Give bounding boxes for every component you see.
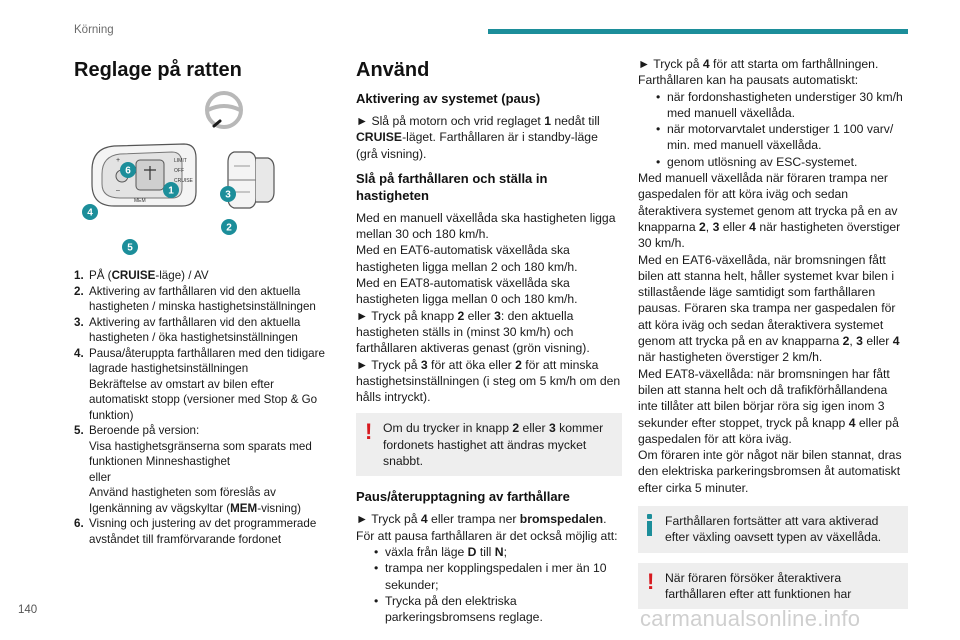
legend-item-1: 1. PÅ (CRUISE-läge) / AV	[74, 269, 209, 282]
callout-3-label: 3	[225, 189, 231, 201]
switch-label-plus: +	[116, 157, 121, 164]
header-accent-bar	[488, 29, 908, 34]
warning-exclamation-icon: !	[365, 419, 373, 445]
para-pause-options: För att pausa farthållaren är det också möjlig att:	[356, 528, 618, 543]
callout-4-label: 4	[87, 207, 93, 219]
steering-wheel-icon	[207, 93, 241, 127]
pause-options-list	[356, 544, 622, 625]
cruise-switch-body	[92, 144, 196, 206]
auto-pause-list	[638, 89, 908, 170]
info-note-stays-active: Farthållaren fortsätter att vara aktiverad efter växling oavsett typen av växellåda.	[638, 506, 908, 553]
steering-controls-illustration	[74, 88, 336, 254]
legend-item-3: 3. Aktivering av farthållaren vid den aktuella hastigheten / öka hastighetsinställningen	[74, 315, 301, 344]
para-press-2-or-3: ► Tryck på knapp 2 eller 3: den aktuella hastigheten ställs in (minst 30 km/h) och farthållaren aktiveras genast (grön visning).	[356, 308, 590, 356]
para-speed-eat8: Med en EAT8-automatisk växellåda ska hastigheten ligga mellan 0 och 180 km/h.	[356, 276, 578, 307]
list-item: • Trycka på den elektriska parkeringsbromsens reglage.	[374, 593, 622, 626]
column-usage-continued	[638, 56, 908, 617]
section-title-usage: Använd	[356, 59, 430, 81]
heading-pause-resume: Paus/återupptagning av farthållare	[356, 489, 570, 505]
list-item: • när fordonshastigheten understiger 30 km/h med manuell växellåda.	[656, 89, 908, 122]
callout-6-label: 6	[125, 165, 131, 177]
para-eat6-gearbox: Med en EAT6-växellåda, när bromsningen fått bilen att stanna helt, håller systemet kvar bilen i stillastående läge samtidigt som farthållaren pausas. Föraren ska trampa ner gaspedalen för att köra iväg och sedan återaktivera systemet genom att trycka på en av knapparna 2, 3 eller 4 när hastigheten överstiger 2 km/h.	[638, 252, 900, 365]
legend-item-4: 4. Pausa/återuppta farthållaren med den tidigare lagrade hastighetsinställningen Bekräftelse av omstart av bilen efter automatiskt stopp (versioner med Stop & Go funktion)	[74, 346, 325, 422]
list-item: • när motorvarvtalet understiger 1 100 varv/ min. med manuell växellåda.	[656, 121, 908, 154]
callout-1-label: 1	[168, 185, 174, 197]
column-usage	[356, 56, 622, 625]
heading-activation-pause: Aktivering av systemet (paus)	[356, 91, 541, 106]
side-rocker-control	[228, 152, 274, 208]
warning-note-reactivate: ! När föraren försöker återaktivera farthållaren efter att funktionen har	[638, 563, 908, 610]
column-steering-controls	[74, 56, 336, 547]
para-manual-gearbox: Med manuell växellåda när föraren trampa ner gaspedalen för att köra iväg och sedan återaktivera systemet genom att trycka på en av knapparna 2, 3 eller 4 när hastigheten överstiger 30 km/h.	[638, 171, 901, 251]
para-auto-pause-intro: Farthållaren kan ha pausats automatiskt:	[638, 73, 859, 88]
para-press-4-or-brake: ► Tryck på 4 eller trampa ner bromspedalen.	[356, 512, 607, 527]
running-header-section: Körning	[74, 24, 114, 36]
heading-switch-on-set-speed: Slå på farthållaren och ställa in hastigheten	[356, 170, 548, 203]
switch-label-minus: –	[116, 187, 120, 194]
switch-label-mem: MEM	[134, 198, 146, 204]
control-legend-list	[74, 268, 336, 547]
info-icon	[647, 514, 652, 536]
legend-item-6: 6. Visning och justering av det programmerade avståndet till framförvarande fordonet	[74, 517, 317, 546]
para-increase-decrease: ► Tryck på 3 för att öka eller 2 för att minska hastighetsinställningen (i steg om 5 km/h om den hålls intryckt).	[356, 357, 621, 405]
page-number: 140	[18, 604, 38, 616]
switch-label-off: OFF	[174, 168, 184, 174]
para-speed-eat6: Med en EAT6-automatisk växellåda ska hastigheten ligga mellan 2 och 180 km/h.	[356, 243, 578, 274]
list-item: • trampa ner kopplingspedalen i mer än 10 sekunder;	[374, 560, 622, 593]
list-item: • växla från läge D till N;	[374, 544, 622, 560]
para-speed-manual: Med en manuell växellåda ska hastigheten ligga mellan 30 och 180 km/h.	[356, 210, 616, 242]
list-item: • genom utlösning av ESC-systemet.	[656, 154, 908, 170]
callout-2-label: 2	[226, 222, 232, 234]
switch-label-limit: LIMIT	[174, 158, 187, 164]
steering-switch-diagram	[74, 88, 336, 254]
para-parking-brake: Om föraren inte gör något när bilen stannat, dras den elektriska parkeringsbromsen åt automatiskt efter cirka 5 minuter.	[638, 448, 902, 495]
para-eat8-gearbox: Med EAT8-växellåda: när bromsningen har fått bilen att stanna helt och då trafikförhållandena inte tillåter att bilen börjar röra sig igen inom 3 sekunder efter stoppet, tryck på knapp 4 eller på gaspedalen för att köra iväg.	[638, 366, 899, 446]
para-restart-with-4: ► Tryck på 4 för att starta om farthållningen.	[638, 57, 879, 71]
switch-label-cruise: CRUISE	[174, 178, 193, 184]
callout-5-label: 5	[127, 242, 133, 254]
legend-item-5: 5. Beroende på version: Visa hastighetsgränserna som sparats med funktionen Minneshastighet eller Använd hastigheten som föreslås av Igenkänning av vägskyltar (MEM-visning)	[74, 424, 312, 515]
warning-exclamation-icon: !	[647, 568, 655, 594]
warning-note-speed-change: ! Om du trycker in knapp 2 eller 3 kommer fordonets hastighet att ändras mycket snabbt.	[356, 413, 622, 476]
watermark-text: carmanualsonline.info	[640, 606, 861, 631]
para-activation-pause: ► Slå på motorn och vrid reglaget 1 nedåt till CRUISE-läget. Farthållaren är i standby-läge (grå visning).	[356, 114, 600, 161]
legend-item-2: 2. Aktivering av farthållaren vid den aktuella hastigheten / minska hastighetsinställningen	[74, 284, 316, 313]
section-title-steering-controls: Reglage på ratten	[74, 59, 242, 81]
